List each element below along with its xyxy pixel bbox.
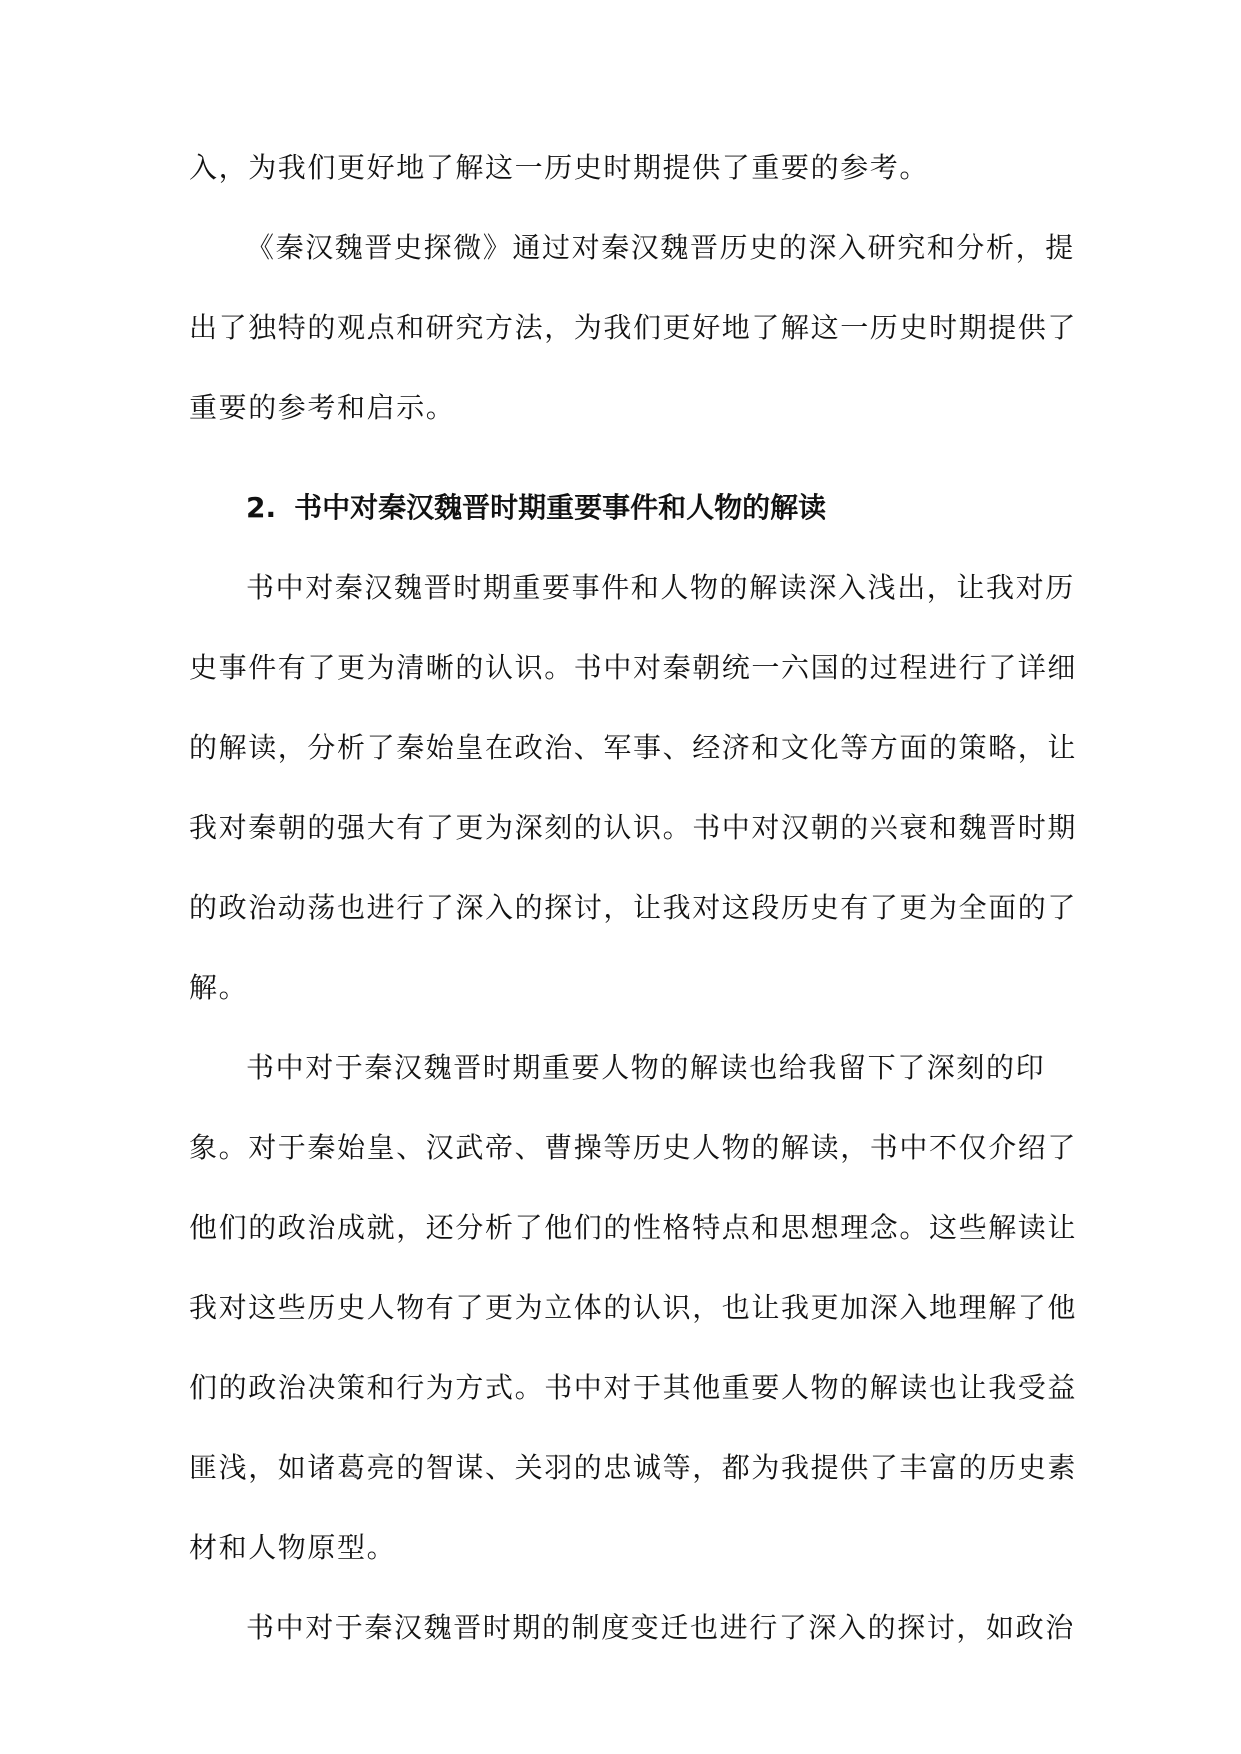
paragraph-line: 的解读，分析了秦始皇在政治、军事、经济和文化等方面的策略，让: [189, 731, 1078, 764]
paragraph-line: 重要的参考和启示。: [189, 391, 456, 424]
paragraph-line: 我对这些历史人物有了更为立体的认识，也让我更加深入地理解了他: [189, 1291, 1078, 1324]
paragraph-line: 书中对于秦汉魏晋时期的制度变迁也进行了深入的探讨，如政治: [246, 1611, 1075, 1644]
paragraph-line: 材和人物原型。: [189, 1531, 397, 1564]
paragraph-line: 他们的政治成就，还分析了他们的性格特点和思想理念。这些解读让: [189, 1211, 1078, 1244]
paragraph-line: 出了独特的观点和研究方法，为我们更好地了解这一历史时期提供了: [189, 311, 1078, 344]
paragraph-line: 我对秦朝的强大有了更为深刻的认识。书中对汉朝的兴衰和魏晋时期: [189, 811, 1078, 844]
section-heading: [246, 488, 826, 528]
paragraph-line: 解。: [189, 971, 249, 1004]
paragraph-line: 入，为我们更好地了解这一历史时期提供了重要的参考。: [189, 151, 930, 184]
paragraph-line: 书中对于秦汉魏晋时期重要人物的解读也给我留下了深刻的印: [246, 1051, 1046, 1084]
paragraph-line: 史事件有了更为清晰的认识。书中对秦朝统一六国的过程进行了详细: [189, 651, 1078, 684]
section-title: 书中对秦汉魏晋时期重要事件和人物的解读: [294, 491, 827, 524]
section-number: 2.: [246, 491, 277, 524]
paragraph-line: 匪浅，如诸葛亮的智谋、关羽的忠诚等，都为我提供了丰富的历史素: [189, 1451, 1078, 1484]
paragraph-line: 书中对秦汉魏晋时期重要事件和人物的解读深入浅出，让我对历: [246, 571, 1075, 604]
paragraph-line: 象。对于秦始皇、汉武帝、曹操等历史人物的解读，书中不仅介绍了: [189, 1131, 1078, 1164]
paragraph-line: 《秦汉魏晋史探微》通过对秦汉魏晋历史的深入研究和分析，提: [246, 231, 1075, 264]
paragraph-line: 们的政治决策和行为方式。书中对于其他重要人物的解读也让我受益: [189, 1371, 1078, 1404]
paragraph-line: 的政治动荡也进行了深入的探讨，让我对这段历史有了更为全面的了: [189, 891, 1078, 924]
